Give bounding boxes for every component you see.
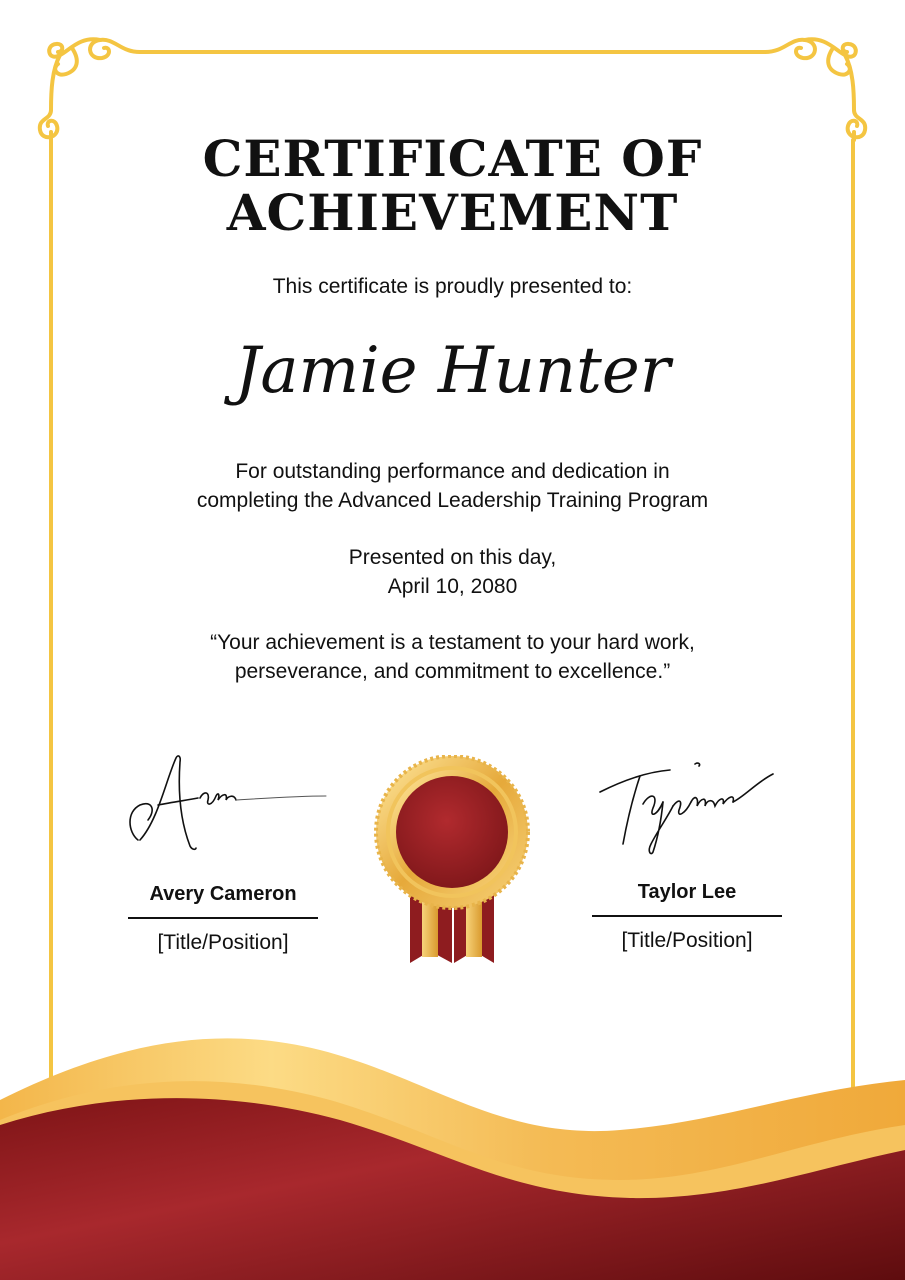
presentation-date	[0, 543, 905, 601]
quote-line-2: perseverance, and commitment to excellence.”	[234, 660, 671, 683]
bottom-wave-decoration	[0, 1020, 905, 1280]
achievement-description	[0, 457, 905, 515]
signer-position: [Title/Position]	[157, 931, 289, 954]
description-line-1: For outstanding performance and dedication in	[235, 460, 670, 483]
signer-block-left	[128, 881, 318, 957]
date-line-1: Presented on this day,	[348, 546, 557, 569]
date-line-2: April 10, 2080	[387, 575, 518, 598]
signer-name: Taylor Lee	[637, 881, 737, 903]
certificate-title	[0, 129, 905, 242]
description-line-2: completing the Advanced Leadership Training Program	[196, 489, 709, 512]
award-medal-icon	[370, 755, 535, 967]
corner-ornament-right-icon	[765, 39, 865, 140]
corner-ornament-left-icon	[40, 39, 140, 140]
signer-position: [Title/Position]	[621, 929, 753, 952]
presented-to-text: This certificate is proudly presented to:	[272, 275, 633, 298]
quote-line-1: “Your achievement is a testament to your hard work,	[210, 631, 695, 654]
certificate-quote	[0, 628, 905, 686]
signature-line	[128, 917, 318, 919]
title-line-1: CERTIFICATE OF	[202, 129, 703, 188]
signer-block-right	[592, 879, 782, 955]
title-line-2: ACHIEVEMENT	[226, 183, 679, 242]
signature-left-image	[118, 750, 333, 860]
signature-line	[592, 915, 782, 917]
signer-name: Avery Cameron	[149, 883, 297, 905]
recipient-name: Jamie Hunter	[234, 334, 671, 408]
signature-right-image	[595, 752, 780, 857]
